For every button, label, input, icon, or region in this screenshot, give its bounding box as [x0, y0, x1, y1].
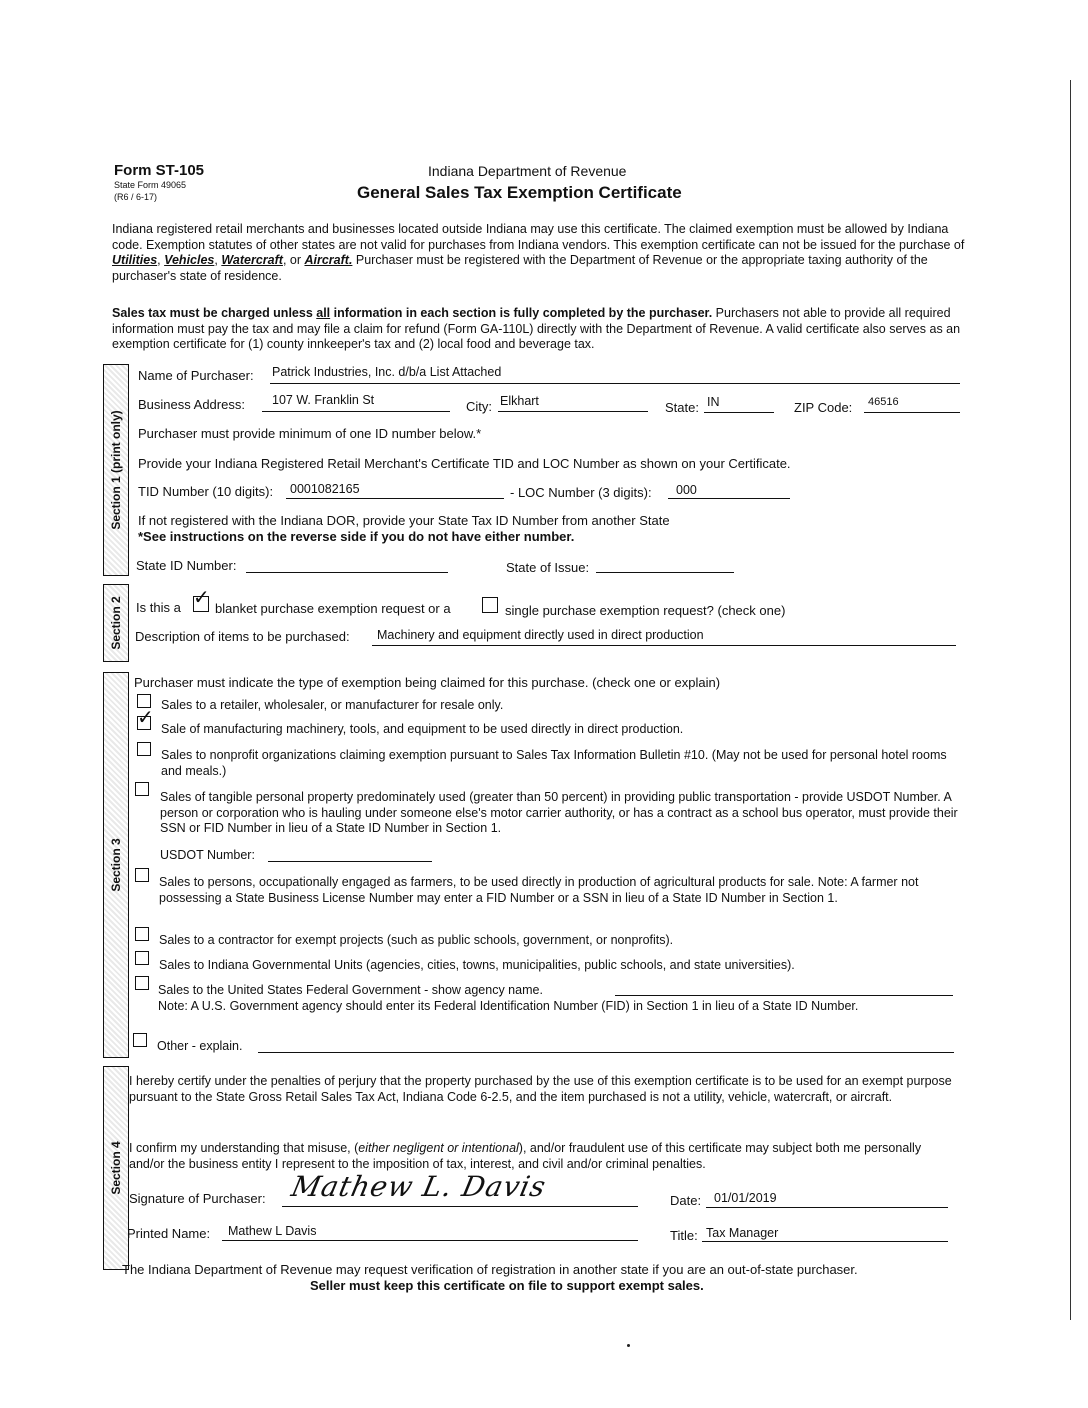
governmental-units-label: Sales to Indiana Governmental Units (agencies, cities, towns, municipalities, public schools, and state universities).	[159, 958, 795, 972]
usdot-field[interactable]	[268, 861, 432, 862]
other-explain-field[interactable]	[258, 1052, 954, 1053]
blanket-purchase-label: blanket purchase exemption request or a	[215, 601, 451, 616]
single-purchase-label: single purchase exemption request? (check one)	[505, 603, 786, 618]
state-id-label: State ID Number:	[136, 558, 237, 573]
warning-paragraph	[112, 306, 970, 353]
exemption-type-intro: Purchaser must indicate the type of exemption being claimed for this purchase. (check one or explain)	[134, 675, 721, 690]
utilities-word: Utilities	[112, 253, 158, 267]
section-4-tab: Section 4	[103, 1066, 129, 1270]
title-field[interactable]: Tax Manager	[706, 1226, 779, 1240]
warning-bold-b: information in each section is fully completed by the purchaser.	[330, 306, 713, 320]
warning-all: all	[316, 306, 331, 320]
date-label: Date:	[670, 1193, 702, 1208]
city-label: City:	[466, 399, 492, 414]
federal-government-note: Note: A U.S. Government agency should enter its Federal Identification Number (FID) in Section 1 in lieu of a State ID Number.	[158, 999, 859, 1013]
public-transportation-label: Sales of tangible personal property predominately used (greater than 50 percent) in providing public transportation - provide USDOT Number. A person or corporation who is hauling under someone else's motor carrier authority, or has a contract as a school bus operator, must provide their SSN or FID Number in lieu of a State ID Number in Section 1.	[160, 790, 958, 835]
farmers-checkbox[interactable]	[135, 868, 149, 882]
date-field[interactable]: 01/01/2019	[714, 1191, 777, 1205]
governmental-units-checkbox[interactable]	[135, 951, 149, 965]
see-instructions-note: *See instructions on the reverse side if you do not have either number.	[138, 529, 575, 544]
city-field[interactable]: Elkhart	[500, 394, 539, 408]
manufacturing-checkbox[interactable]: ✓	[137, 707, 154, 729]
section-2-tab: Section 2	[103, 584, 129, 662]
purchase-type-prefix: Is this a	[136, 600, 181, 615]
description-label: Description of items to be purchased:	[135, 629, 350, 644]
signature-label: Signature of Purchaser:	[129, 1191, 266, 1206]
printed-name-field[interactable]: Mathew L Davis	[228, 1224, 317, 1238]
business-address-label: Business Address:	[138, 397, 245, 412]
contractor-label: Sales to a contractor for exempt projects (such as public schools, government, or nonprofits).	[159, 933, 674, 947]
farmers-label: Sales to persons, occupationally engaged as farmers, to be used directly in production of agricultural products for sale. Note: A farmer not possessing a State Business License Number may enter a FID Number or a SSN in lieu of a State ID Number in Section 1.	[159, 875, 919, 905]
purchaser-name-label: Name of Purchaser:	[138, 368, 254, 383]
confirmation-statement: I confirm my understanding that misuse, (either negligent or intentional), and/or fraudulent use of this certificate may subject both me personally and/or the business entity I represent to the imposition of tax, interest, and civil and/or criminal penalties.	[129, 1141, 922, 1171]
nonprofit-checkbox[interactable]	[137, 742, 151, 756]
other-label: Other - explain.	[157, 1039, 243, 1053]
state-label: State:	[665, 400, 699, 415]
provide-tid-loc-note: Provide your Indiana Registered Retail Merchant's Certificate TID and LOC Number as shown on your Certificate.	[138, 456, 791, 471]
state-form-number: State Form 49065	[114, 180, 187, 190]
business-address-field[interactable]: 107 W. Franklin St	[272, 393, 375, 407]
state-of-issue-label: State of Issue:	[506, 560, 590, 575]
public-transportation-checkbox[interactable]	[135, 782, 149, 796]
confirm-italic: either negligent or intentional	[358, 1141, 519, 1155]
page-title: General Sales Tax Exemption Certificate	[357, 183, 682, 202]
or-word: , or	[282, 253, 305, 267]
contractor-checkbox[interactable]	[135, 927, 149, 941]
state-id-field[interactable]	[246, 572, 448, 573]
purchaser-name-field[interactable]: Patrick Industries, Inc. d/b/a List Attached	[272, 365, 502, 379]
section-1-tab: Section 1 (print only)	[103, 364, 129, 576]
loc-label: - LOC Number (3 digits):	[510, 485, 652, 500]
loc-field[interactable]: 000	[676, 483, 697, 497]
footer-keep-on-file: Seller must keep this certificate on file to support exempt sales.	[310, 1278, 704, 1293]
state-of-issue-field[interactable]	[596, 572, 734, 573]
scan-edge-line	[1070, 80, 1071, 1320]
check-one-note: (check one)	[717, 603, 786, 618]
federal-government-label: Sales to the United States Federal Government - show agency name.	[158, 983, 543, 997]
aircraft-word: Aircraft.	[304, 253, 353, 267]
zip-field[interactable]: 46516	[868, 396, 899, 408]
state-field[interactable]: IN	[707, 395, 720, 409]
warning-bold-a: Sales tax must be charged unless	[112, 306, 317, 320]
description-field[interactable]: Machinery and equipment directly used in direct production	[377, 628, 704, 642]
resale-label: Sales to a retailer, wholesaler, or manufacturer for resale only.	[161, 698, 504, 712]
nonprofit-label: Sales to nonprofit organizations claiming exemption pursuant to Sales Tax Information Bulletin #10. (May not be used for personal hotel rooms and meals.)	[161, 748, 947, 778]
minimum-id-note: Purchaser must provide minimum of one ID number below.*	[138, 426, 482, 441]
other-checkbox[interactable]	[133, 1033, 147, 1047]
signature-field[interactable]: Mathew L. Davis	[288, 1170, 550, 1203]
intro-text-2: Purchaser must be registered with the Department of Revenue or the appropriate taxing authority of the purchaser's state of residence.	[112, 253, 928, 283]
revision: (R6 / 6-17)	[114, 192, 158, 202]
vehicles-word: Vehicles	[164, 253, 215, 267]
resale-checkbox[interactable]	[137, 694, 151, 708]
warning-rest: Purchasers not able to provide all required information must pay the tax and may file a claim for refund (Form GA-110L) directly with the Department of Revenue. A valid certificate also serves as an exemption certificate for (1) county innkeeper's tax and (2) local food and beverage tax.	[112, 306, 961, 351]
certification-statement: I hereby certify under the penalties of perjury that the property purchased by the use of this exemption certificate is to be used for an exempt purpose pursuant to the State Gross Retail Sales Tax Act, Indiana Code 6-2.5, and the item purchased is not a utility, vehicle, watercraft, or aircraft.	[129, 1074, 952, 1104]
federal-government-checkbox[interactable]	[135, 976, 149, 990]
agency-name-field[interactable]	[615, 995, 953, 996]
printed-name-label: Printed Name:	[127, 1226, 211, 1241]
agency-name: Indiana Department of Revenue	[428, 163, 627, 179]
manufacturing-label: Sale of manufacturing machinery, tools, and equipment to be used directly in direct production.	[161, 722, 684, 736]
section-3-tab: Section 3	[103, 672, 129, 1058]
not-registered-note: If not registered with the Indiana DOR, provide your State Tax ID Number from another State	[138, 513, 670, 528]
intro-text-1: Indiana registered retail merchants and businesses located outside Indiana may use this certificate. The claimed exemption must be allowed by Indiana code. Exemption statutes of other states are not valid for purchases from Indiana vendors. This exemption certificate can not be issued for the purchase of	[112, 222, 965, 252]
single-purchase-checkbox[interactable]	[482, 597, 498, 613]
usdot-label: USDOT Number:	[160, 848, 255, 862]
watercraft-word: Watercraft	[221, 253, 283, 267]
scan-dot	[627, 1344, 630, 1347]
zip-label: ZIP Code:	[794, 400, 853, 415]
title-label: Title:	[670, 1228, 698, 1243]
tid-label: TID Number (10 digits):	[138, 484, 274, 499]
form-number: Form ST-105	[114, 162, 205, 179]
tid-field[interactable]: 0001082165	[290, 482, 360, 496]
intro-paragraph: Indiana registered retail merchants and businesses located outside Indiana may use this certificate. The claimed exemption must be allowed by Indiana code. Exemption statutes of other states are not valid for purchases from Indiana vendors. This exemption certificate can not be issued for the purchase of Utilities, Vehicles, Watercraft, or Aircraft. Purchaser must be registered with the Department of Revenue or the appropriate taxing authority of the purchaser's state of residence.	[112, 222, 965, 283]
blanket-purchase-checkbox[interactable]: ✓	[193, 596, 209, 612]
footer-verification-note: The Indiana Department of Revenue may request verification of registration in another state if you are an out-of-state purchaser.	[122, 1262, 858, 1277]
